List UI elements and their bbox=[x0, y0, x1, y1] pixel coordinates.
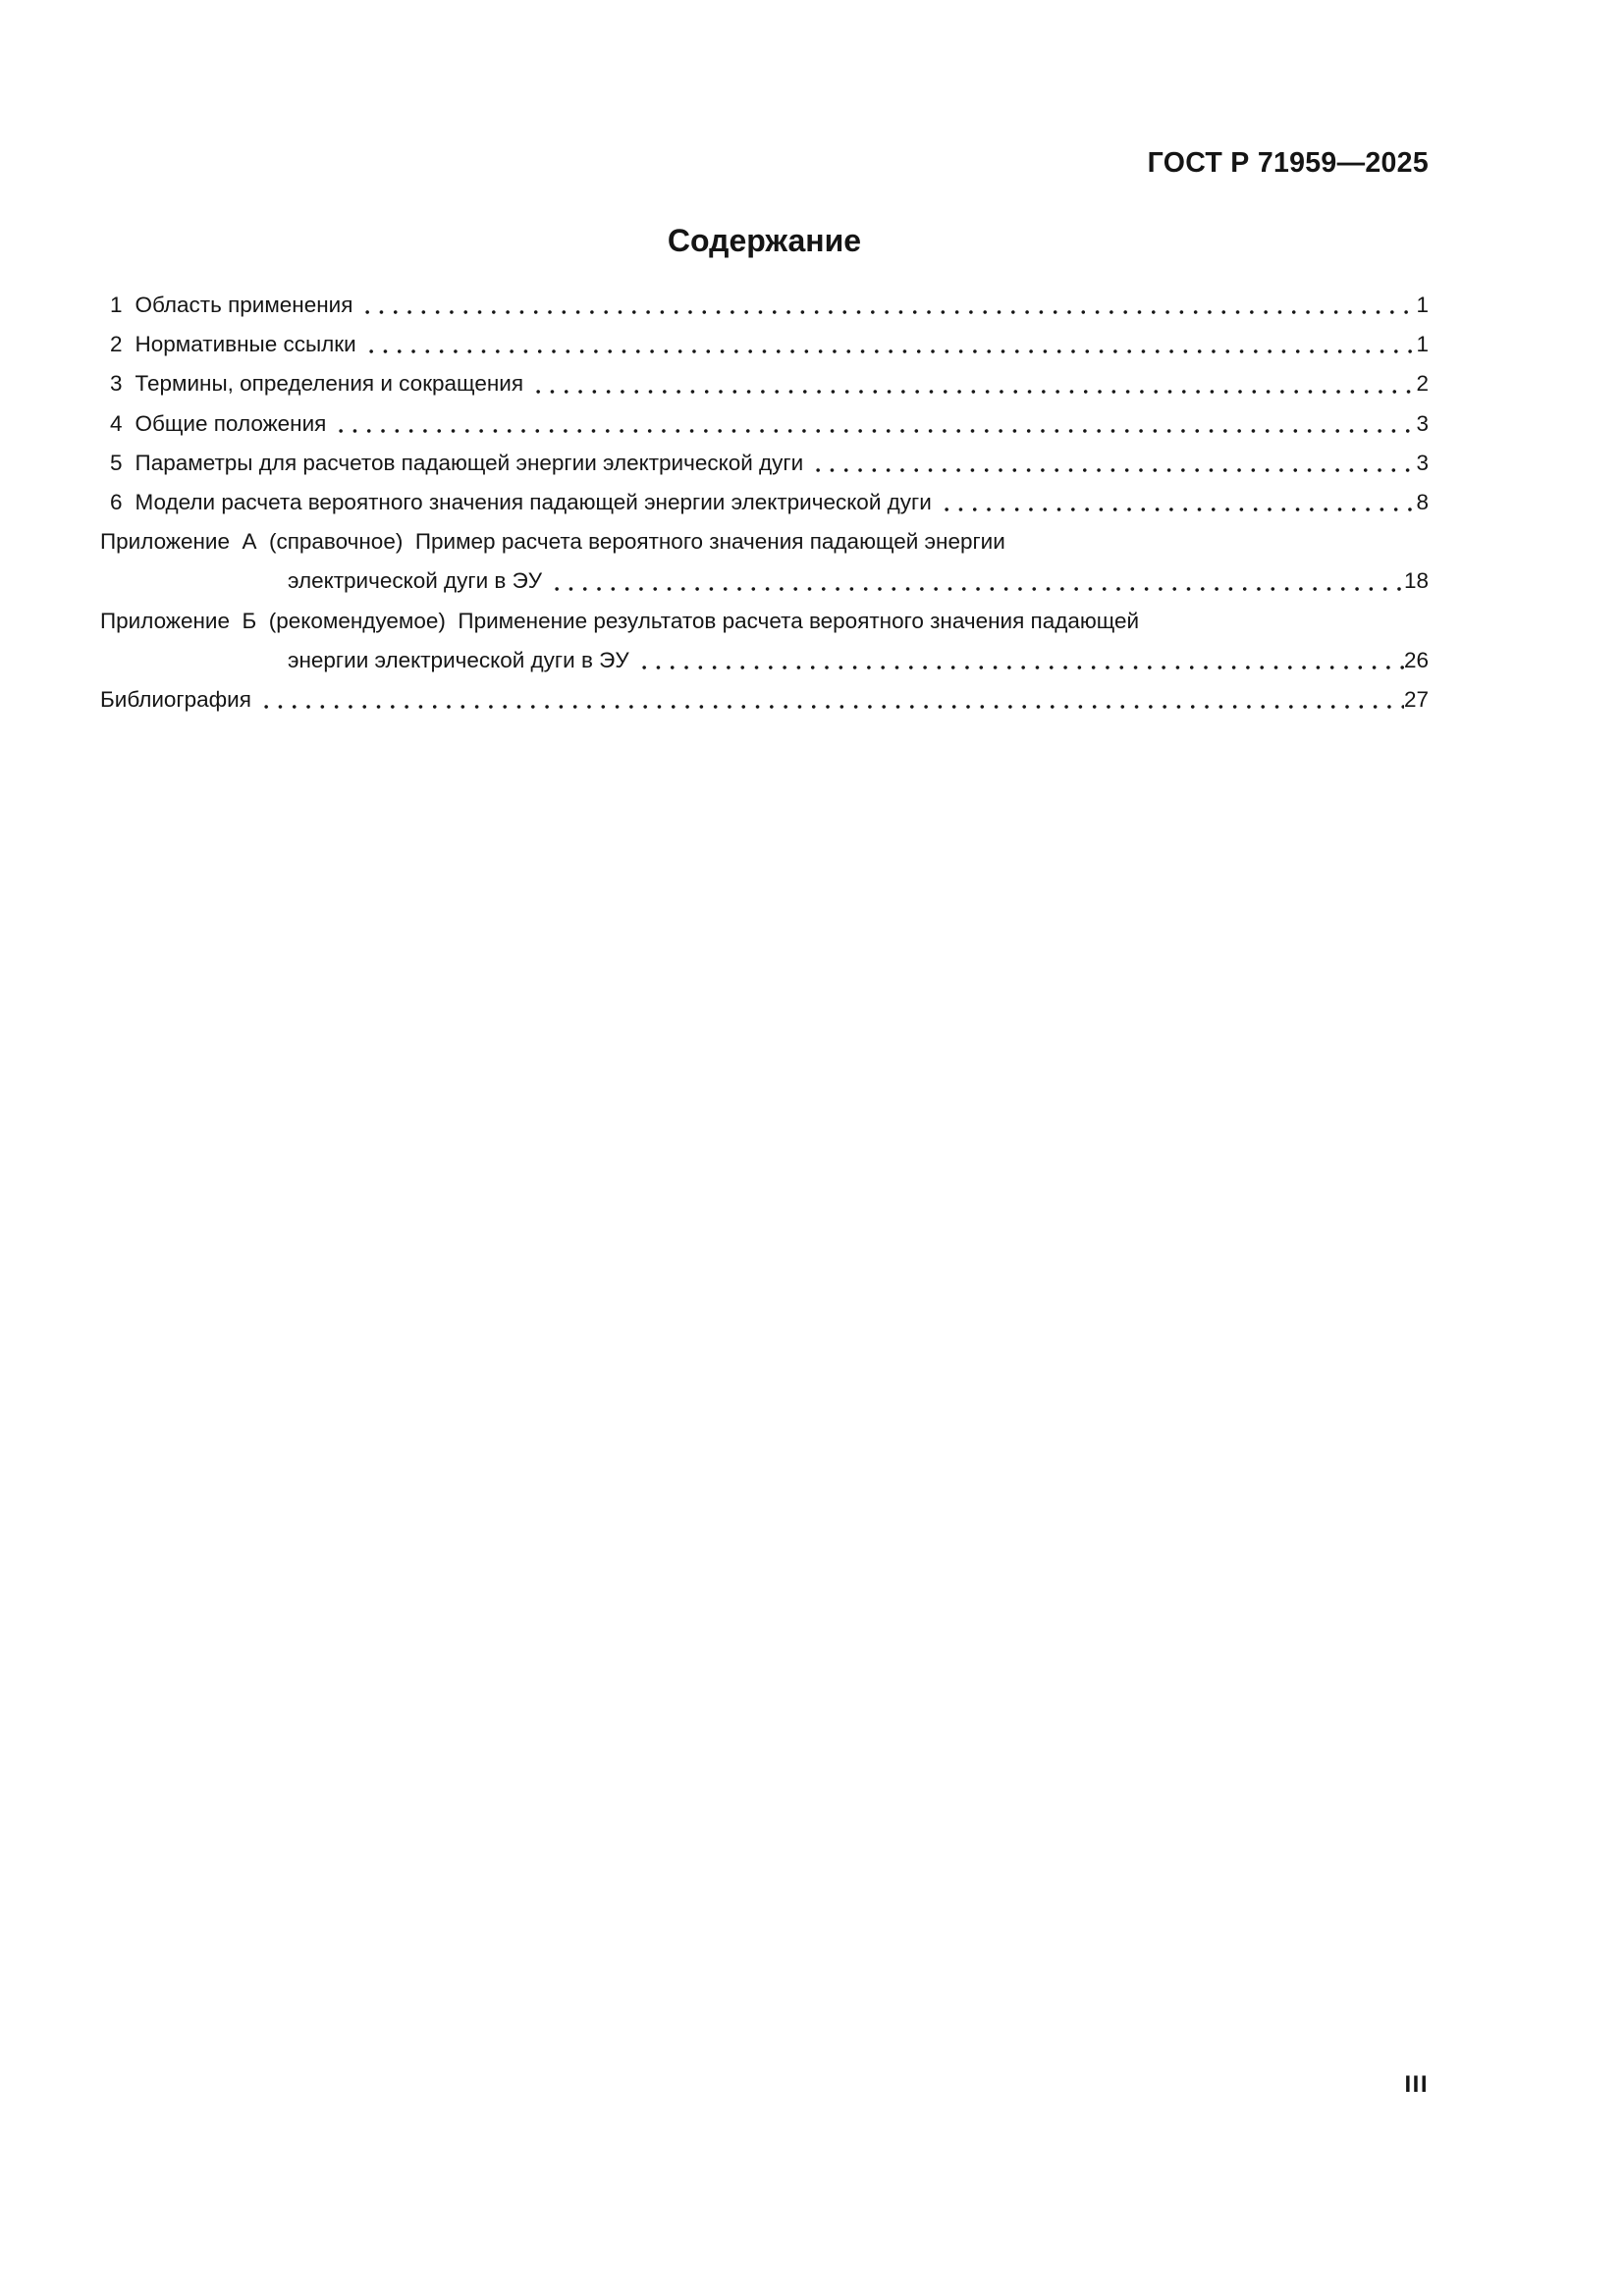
toc-entry-number: 5 bbox=[110, 450, 123, 475]
toc-entry bbox=[100, 444, 1429, 483]
toc-entry-number: 3 bbox=[110, 371, 123, 397]
toc-entry-page: 27 bbox=[1403, 687, 1429, 713]
dot-leader bbox=[937, 483, 1417, 522]
toc-entry-continuation bbox=[100, 561, 1429, 601]
toc-entry bbox=[100, 325, 1429, 364]
toc-entry-page: 26 bbox=[1403, 647, 1429, 672]
toc-entry-page: 8 bbox=[1416, 490, 1429, 515]
toc-entry-continuation bbox=[100, 641, 1429, 680]
toc-entry-page: 1 bbox=[1416, 332, 1429, 357]
toc-entry bbox=[100, 522, 1429, 601]
toc-entry-title-line2: электрической дуги в ЭУ bbox=[288, 568, 543, 594]
dot-leader bbox=[547, 561, 1404, 601]
toc-entry-title-line2: энергии электрической дуги в ЭУ bbox=[288, 647, 629, 672]
toc-entry bbox=[100, 286, 1429, 325]
toc-entry-number: 2 bbox=[110, 332, 123, 357]
toc-entry bbox=[100, 364, 1429, 403]
toc-entry-page: 2 bbox=[1416, 371, 1429, 397]
dot-leader bbox=[634, 641, 1404, 680]
dot-leader bbox=[357, 286, 1416, 325]
toc-entry-title: Область применения bbox=[135, 293, 353, 317]
document-designation: ГОСТ Р 71959—2025 bbox=[1147, 147, 1429, 179]
page-number: III bbox=[1404, 2071, 1429, 2098]
table-of-contents bbox=[100, 286, 1429, 720]
toc-entry-title: Общие положения bbox=[135, 410, 327, 436]
toc-entry-title-line1: Приложение Б (рекомендуемое) Применение результатов расчета вероятного значения падающей bbox=[100, 608, 1140, 633]
toc-entry bbox=[100, 680, 1429, 720]
toc-entry-page: 1 bbox=[1416, 293, 1429, 317]
toc-entry-title: Параметры для расчетов падающей энергии электрической дуги bbox=[135, 450, 804, 475]
toc-entry-title: Модели расчета вероятного значения падающей энергии электрической дуги bbox=[135, 490, 932, 515]
toc-entry bbox=[100, 602, 1429, 680]
dot-leader bbox=[808, 444, 1416, 483]
dot-leader bbox=[256, 680, 1404, 720]
toc-entry-number: 6 bbox=[110, 490, 123, 515]
toc-entry-number: 1 bbox=[110, 293, 123, 317]
dot-leader bbox=[361, 325, 1417, 364]
dot-leader bbox=[528, 364, 1416, 403]
toc-entry-page: 3 bbox=[1416, 410, 1429, 436]
page-title: Содержание bbox=[667, 223, 862, 258]
toc-entry-title: Библиография bbox=[100, 687, 251, 713]
toc-entry-title: Нормативные ссылки bbox=[135, 332, 356, 357]
toc-entry bbox=[100, 483, 1429, 522]
toc-entry-title: Термины, определения и сокращения bbox=[135, 371, 524, 397]
dot-leader bbox=[331, 404, 1416, 444]
toc-entry-title-line1: Приложение А (справочное) Пример расчета вероятного значения падающей энергии bbox=[100, 529, 1005, 555]
toc-entry-page: 18 bbox=[1403, 568, 1429, 594]
toc-entry bbox=[100, 404, 1429, 444]
toc-entry-page: 3 bbox=[1416, 450, 1429, 475]
toc-entry-number: 4 bbox=[110, 410, 123, 436]
